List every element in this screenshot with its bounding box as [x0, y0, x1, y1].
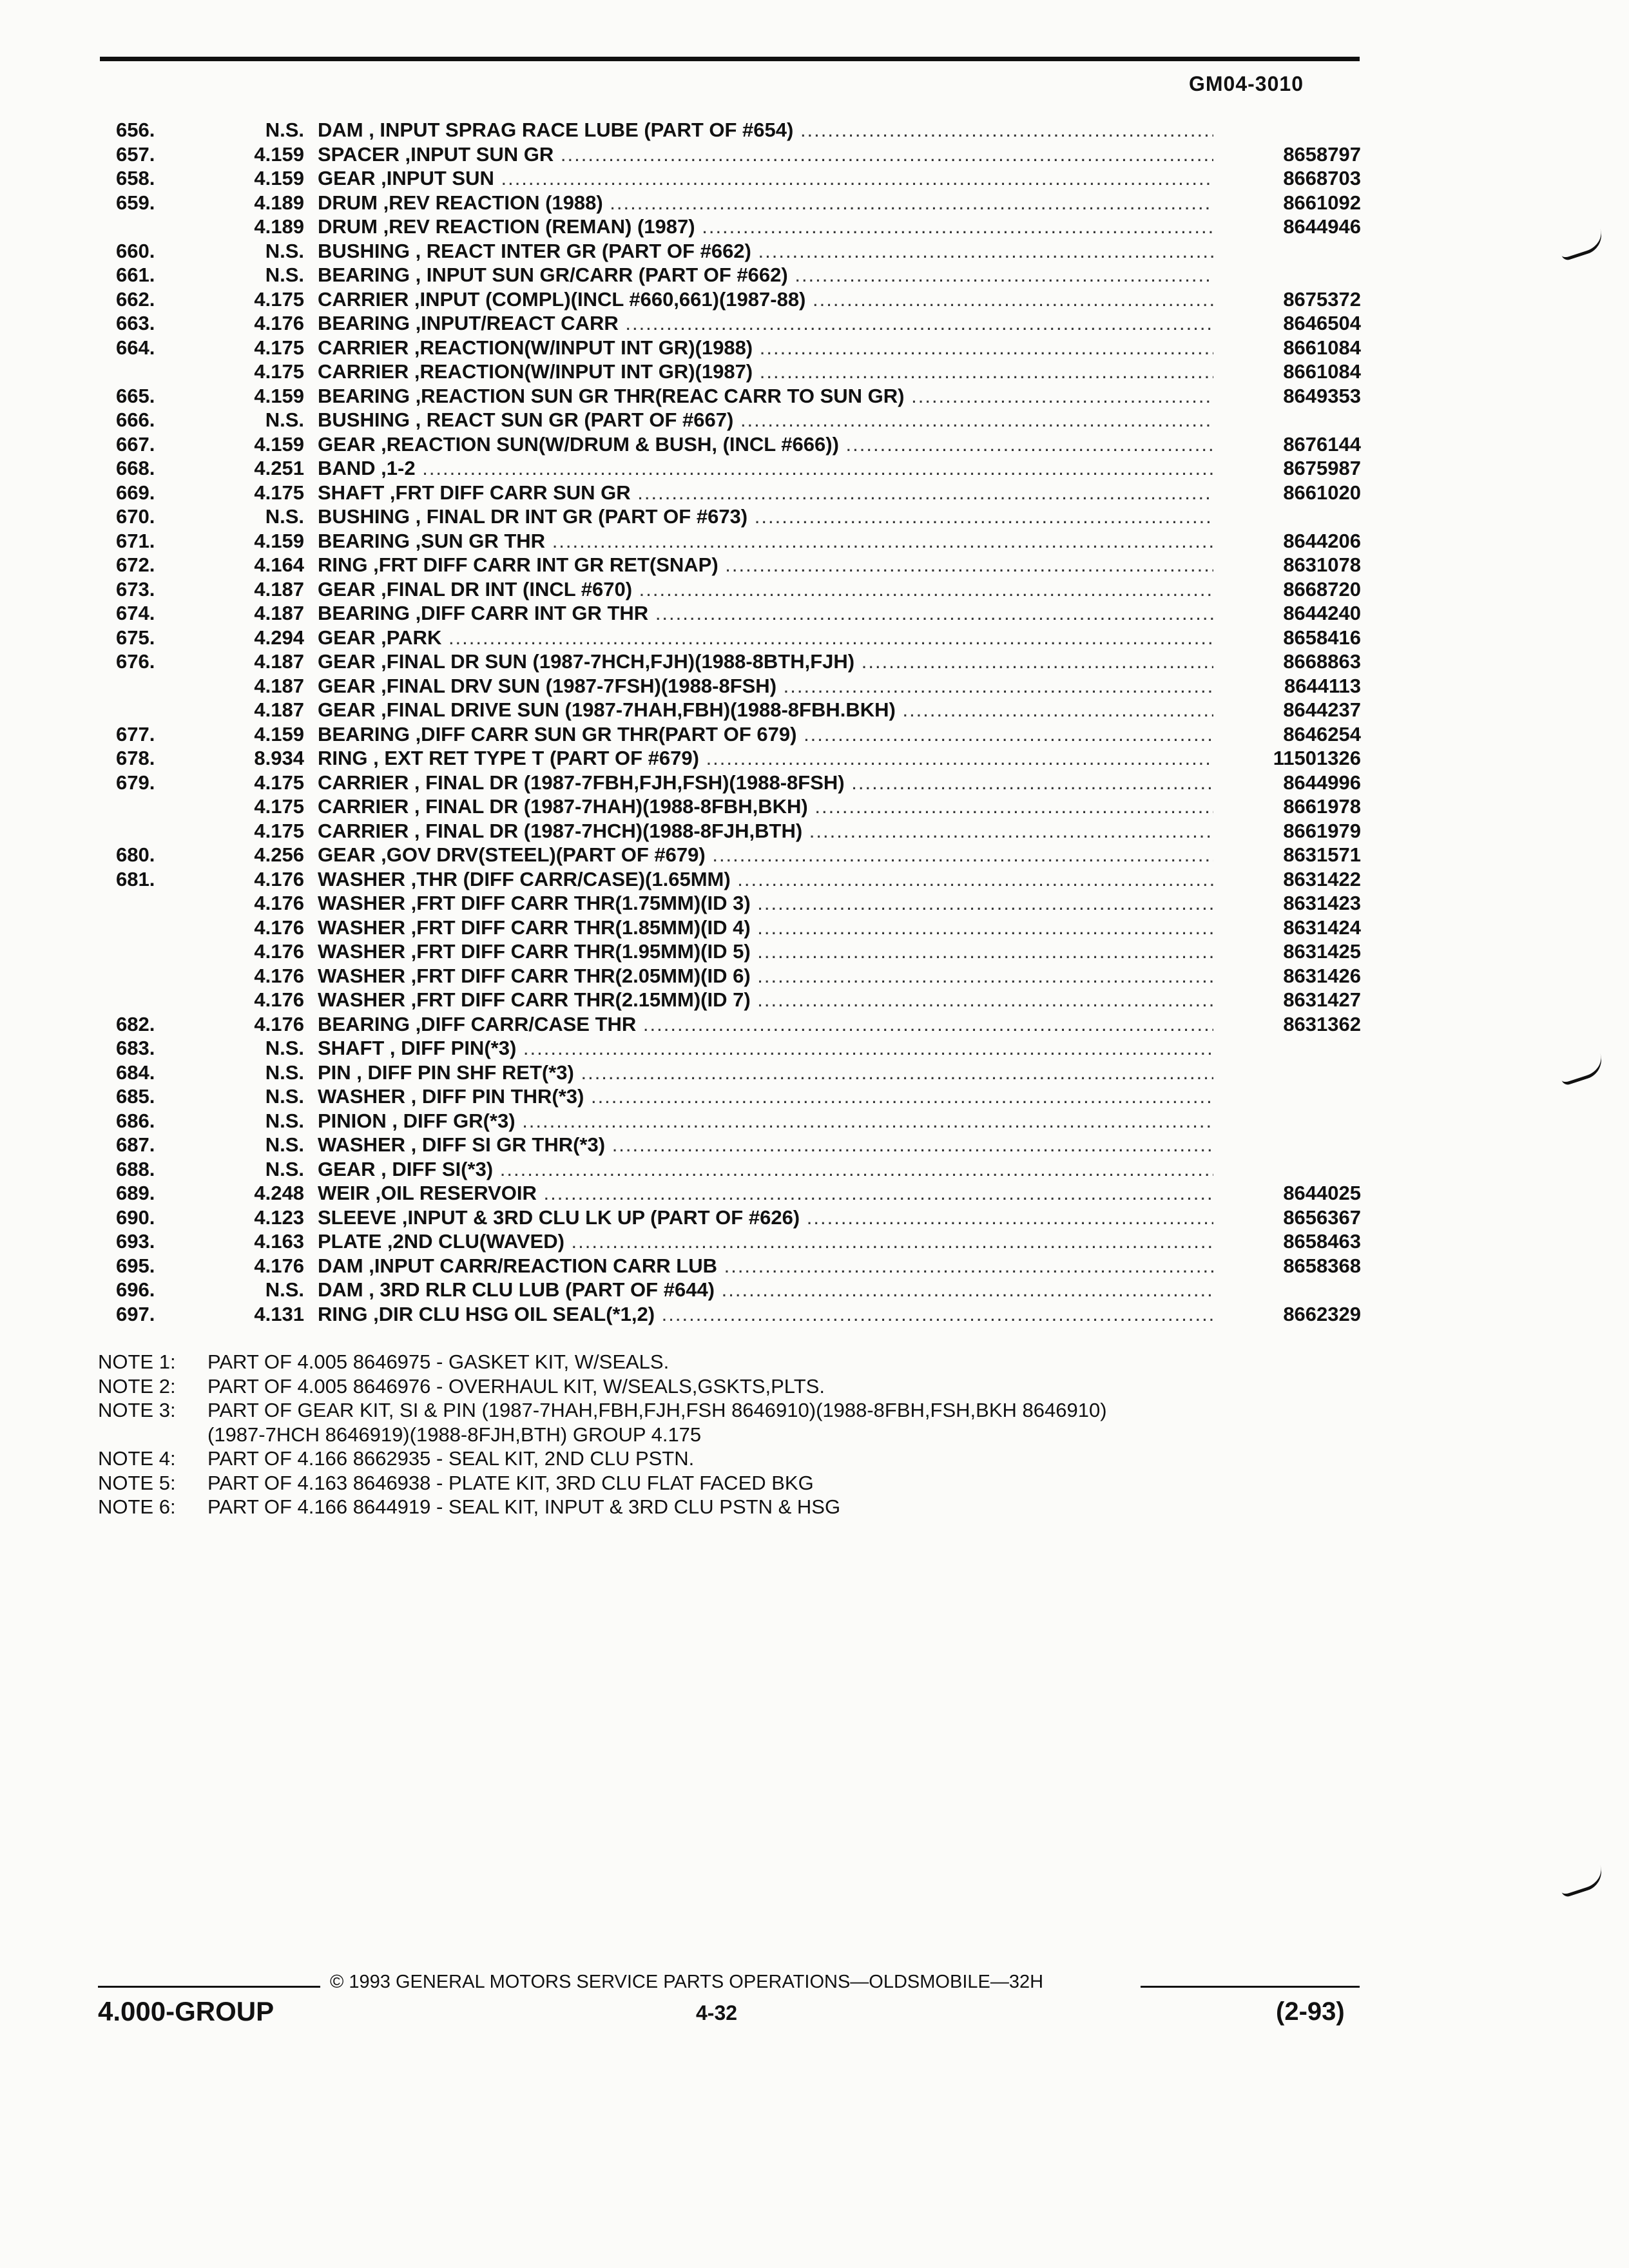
item-number: 663. [116, 312, 155, 334]
group-number: 4.256 [254, 843, 304, 866]
group-number: 4.175 [254, 771, 304, 794]
group-number: 4.189 [254, 215, 304, 238]
part-description: GEAR ,FINAL DRIVE SUN (1987-7HAH,FBH)(1988-8FBH.BKH) ..... [318, 699, 1213, 721]
part-number: 8646254 [1283, 722, 1361, 745]
notes-section [98, 1350, 1548, 1519]
parts-row [0, 674, 1629, 698]
group-number: 4.175 [254, 360, 304, 383]
part-description: WASHER ,FRT DIFF CARR THR(1.95MM)(ID 5) ..... [318, 941, 1213, 963]
part-number: 8668720 [1283, 577, 1361, 601]
part-description: DRUM ,REV REACTION (1988) ..... [318, 192, 1213, 214]
part-description: BEARING , INPUT SUN GR/CARR (PART OF #662) ..... [318, 264, 1213, 286]
parts-row [0, 529, 1629, 553]
group-number: 4.187 [254, 577, 304, 601]
item-number: 689. [116, 1182, 155, 1204]
part-number: 8658797 [1283, 142, 1361, 166]
item-number: 676. [116, 650, 155, 673]
part-number: 8644237 [1283, 698, 1361, 721]
part-description: BEARING ,REACTION SUN GR THR(REAC CARR TO SUN GR) ..... [318, 385, 1213, 407]
item-number: 687. [116, 1133, 155, 1156]
part-number: 8646504 [1283, 312, 1361, 334]
parts-row [0, 1012, 1629, 1037]
group-number: 4.176 [254, 892, 304, 914]
part-number: 8644025 [1283, 1182, 1361, 1204]
note [98, 1495, 1548, 1519]
group-number: 4.176 [254, 964, 304, 987]
group-number: N.S. [265, 1109, 304, 1132]
note-text: PART OF 4.005 8646975 - GASKET KIT, W/SEALS. [207, 1350, 670, 1373]
item-number: 657. [116, 142, 155, 166]
part-description: WASHER , DIFF PIN THR(*3) ..... [318, 1086, 1213, 1108]
part-description: WASHER ,FRT DIFF CARR THR(1.75MM)(ID 3) ..... [318, 892, 1213, 914]
part-description: PIN , DIFF PIN SHF RET(*3) ..... [318, 1062, 1213, 1084]
group-number: N.S. [265, 1157, 304, 1180]
part-description: DRUM ,REV REACTION (REMAN) (1987) ..... [318, 216, 1213, 238]
item-number: 684. [116, 1061, 155, 1084]
part-number: 8675987 [1283, 457, 1361, 479]
group-number: 4.189 [254, 191, 304, 214]
note-text: (1987-7HCH 8646919)(1988-8FJH,BTH) GROUP 4.175 [207, 1423, 702, 1446]
group-number: 4.159 [254, 384, 304, 407]
parts-list [0, 118, 1629, 1326]
parts-row [0, 384, 1629, 408]
note [98, 1423, 1548, 1447]
group-number: 4.176 [254, 1012, 304, 1035]
note [98, 1350, 1548, 1374]
group-number: 4.175 [254, 336, 304, 359]
part-description: CARRIER , FINAL DR (1987-7HCH)(1988-8FJH,BTH) ..... [318, 820, 1213, 842]
part-number: 8658416 [1283, 626, 1361, 649]
group-number: 4.164 [254, 553, 304, 576]
part-number: 8676144 [1283, 432, 1361, 456]
item-number: 671. [116, 529, 155, 552]
parts-row [0, 456, 1629, 481]
parts-row [0, 819, 1629, 843]
page-number: 4-32 [696, 2001, 738, 2024]
item-number: 685. [116, 1085, 155, 1108]
part-number: 8644113 [1284, 674, 1361, 697]
parts-row [0, 649, 1629, 674]
part-description: RING ,FRT DIFF CARR INT GR RET(SNAP) ..... [318, 554, 1213, 576]
part-number: 8656367 [1283, 1206, 1361, 1229]
footer-rule [98, 1986, 320, 1988]
parts-row [0, 505, 1629, 529]
part-description: BEARING ,SUN GR THR ..... [318, 530, 1213, 552]
group-number: 4.175 [254, 819, 304, 842]
parts-row [0, 336, 1629, 360]
item-number: 656. [116, 119, 155, 141]
parts-row [0, 1229, 1629, 1254]
parts-row [0, 1109, 1629, 1133]
part-number: 8644206 [1283, 529, 1361, 552]
group-number: 4.131 [254, 1302, 304, 1325]
group-number: N.S. [265, 119, 304, 141]
item-number: 659. [116, 191, 155, 214]
part-description: BEARING ,DIFF CARR INT GR THR ..... [318, 602, 1213, 624]
item-number: 667. [116, 432, 155, 456]
item-number: 673. [116, 577, 155, 601]
group-number: N.S. [265, 1085, 304, 1108]
part-number: 8658368 [1283, 1254, 1361, 1277]
part-description: BUSHING , REACT SUN GR (PART OF #667) ..... [318, 409, 1213, 431]
parts-row [0, 746, 1629, 771]
group-number: 4.187 [254, 674, 304, 697]
group-label: 4.000-GROUP [98, 1996, 275, 2026]
part-number: 8631424 [1283, 916, 1361, 939]
note [98, 1446, 1548, 1471]
parts-row [0, 626, 1629, 650]
parts-row [0, 553, 1629, 577]
parts-row [0, 964, 1629, 988]
part-description: WASHER , DIFF SI GR THR(*3) ..... [318, 1134, 1213, 1156]
parts-row [0, 118, 1629, 142]
part-description: DAM ,INPUT CARR/REACTION CARR LUB ..... [318, 1255, 1213, 1277]
parts-row [0, 432, 1629, 457]
part-description: BEARING ,DIFF CARR SUN GR THR(PART OF 679) ..... [318, 724, 1213, 745]
group-number: 4.176 [254, 312, 304, 334]
note-label: NOTE 2: [98, 1374, 176, 1398]
item-number: 683. [116, 1037, 155, 1059]
parts-row [0, 1157, 1629, 1182]
part-description: WASHER ,THR (DIFF CARR/CASE)(1.65MM) ..... [318, 869, 1213, 890]
group-number: 4.159 [254, 432, 304, 456]
part-description: BUSHING , REACT INTER GR (PART OF #662) ..... [318, 240, 1213, 262]
item-number: 677. [116, 722, 155, 745]
group-number: 4.175 [254, 795, 304, 818]
note-label: NOTE 6: [98, 1495, 176, 1518]
part-number: 8631423 [1283, 892, 1361, 914]
note [98, 1374, 1548, 1399]
parts-row [0, 142, 1629, 167]
part-number: 8658463 [1283, 1230, 1361, 1253]
parts-row [0, 771, 1629, 795]
item-number: 690. [116, 1206, 155, 1229]
parts-row [0, 843, 1629, 867]
part-description: WASHER ,FRT DIFF CARR THR(2.15MM)(ID 7) ..... [318, 989, 1213, 1011]
item-number: 688. [116, 1157, 155, 1180]
part-number: 8661084 [1283, 360, 1361, 383]
part-description: WASHER ,FRT DIFF CARR THR(1.85MM)(ID 4) ..... [318, 917, 1213, 939]
parts-row [0, 191, 1629, 215]
group-number: 4.176 [254, 916, 304, 939]
part-description: GEAR ,PARK ..... [318, 627, 1213, 649]
item-number: 675. [116, 626, 155, 649]
part-number: 8631362 [1283, 1012, 1361, 1035]
part-number: 8661092 [1283, 191, 1361, 214]
parts-row [0, 577, 1629, 602]
parts-row [0, 891, 1629, 916]
group-number: 4.159 [254, 142, 304, 166]
parts-row [0, 794, 1629, 819]
part-description: GEAR ,FINAL DR SUN (1987-7HCH,FJH)(1988-8BTH,FJH) ..... [318, 651, 1213, 673]
note-label: NOTE 1: [98, 1350, 176, 1373]
item-number: 681. [116, 867, 155, 890]
parts-row [0, 601, 1629, 626]
group-number: 4.175 [254, 481, 304, 504]
group-number: N.S. [265, 1061, 304, 1084]
group-number: 4.159 [254, 722, 304, 745]
part-description: BEARING ,DIFF CARR/CASE THR ..... [318, 1014, 1213, 1035]
parts-row [0, 939, 1629, 964]
parts-row [0, 867, 1629, 892]
parts-row [0, 1036, 1629, 1061]
item-number: 664. [116, 336, 155, 359]
item-number: 695. [116, 1254, 155, 1277]
note [98, 1398, 1548, 1423]
group-number: 8.934 [254, 747, 304, 769]
part-description: BUSHING , FINAL DR INT GR (PART OF #673) ..... [318, 506, 1213, 528]
part-description: GEAR ,FINAL DR INT (INCL #670) ..... [318, 579, 1213, 601]
part-description: PINION , DIFF GR(*3) ..... [318, 1110, 1213, 1132]
binder-hole-mark [1557, 1865, 1606, 1898]
parts-row [0, 988, 1629, 1012]
parts-row [0, 1278, 1629, 1302]
group-number: 4.176 [254, 1254, 304, 1277]
parts-row [0, 239, 1629, 264]
item-number: 693. [116, 1230, 155, 1253]
note [98, 1471, 1548, 1495]
parts-row [0, 287, 1629, 312]
group-number: 4.159 [254, 167, 304, 189]
part-description: WEIR ,OIL RESERVOIR ..... [318, 1182, 1213, 1204]
copyright-text: © 1993 GENERAL MOTORS SERVICE PARTS OPERATIONS—OLDSMOBILE—32H [330, 1972, 1044, 1992]
parts-row [0, 916, 1629, 940]
item-number: 670. [116, 505, 155, 528]
group-number: 4.176 [254, 940, 304, 963]
group-number: 4.123 [254, 1206, 304, 1229]
part-number: 8631571 [1283, 843, 1361, 866]
note-text: PART OF 4.166 8644919 - SEAL KIT, INPUT & 3RD CLU PSTN & HSG [207, 1495, 841, 1518]
parts-row [0, 1133, 1629, 1157]
group-number: 4.187 [254, 698, 304, 721]
part-number: 8661979 [1283, 819, 1361, 842]
part-description: RING , EXT RET TYPE T (PART OF #679) ..... [318, 747, 1213, 769]
group-number: 4.176 [254, 867, 304, 890]
part-number: 8661084 [1283, 336, 1361, 359]
top-rule [100, 57, 1360, 61]
item-number: 679. [116, 771, 155, 794]
group-number: N.S. [265, 1133, 304, 1156]
note-text: PART OF 4.005 8646976 - OVERHAUL KIT, W/SEALS,GSKTS,PLTS. [207, 1374, 825, 1398]
group-number: N.S. [265, 408, 304, 431]
note-text: PART OF GEAR KIT, SI & PIN (1987-7HAH,FBH,FJH,FSH 8646910)(1988-8FBH,FSH,BKH 8646910) [207, 1399, 1107, 1421]
part-description: GEAR ,FINAL DRV SUN (1987-7FSH)(1988-8FSH) ..... [318, 675, 1213, 697]
item-number: 682. [116, 1012, 155, 1035]
part-number: 8661020 [1283, 481, 1361, 504]
item-number: 697. [116, 1302, 155, 1325]
group-number: N.S. [265, 1037, 304, 1059]
part-description: SPACER ,INPUT SUN GR ..... [318, 144, 1213, 166]
parts-row [0, 1061, 1629, 1085]
group-number: N.S. [265, 505, 304, 528]
part-description: PLATE ,2ND CLU(WAVED) ..... [318, 1231, 1213, 1253]
group-number: N.S. [265, 1278, 304, 1301]
part-description: CARRIER , FINAL DR (1987-7FBH,FJH,FSH)(1988-8FSH) ..... [318, 772, 1213, 794]
item-number: 696. [116, 1278, 155, 1301]
group-number: N.S. [265, 239, 304, 262]
note-label: NOTE 4: [98, 1447, 176, 1470]
item-number: 672. [116, 553, 155, 576]
part-description: CARRIER ,REACTION(W/INPUT INT GR)(1988) ..... [318, 337, 1213, 359]
item-number: 662. [116, 287, 155, 311]
item-number: 674. [116, 602, 155, 624]
group-number: 4.159 [254, 529, 304, 552]
note-text: PART OF 4.163 8646938 - PLATE KIT, 3RD CLU FLAT FACED BKG [207, 1471, 814, 1494]
group-number: 4.175 [254, 287, 304, 311]
group-number: 4.176 [254, 988, 304, 1011]
part-number: 8644946 [1283, 215, 1361, 238]
part-number: 8631078 [1283, 553, 1361, 576]
group-number: 4.163 [254, 1230, 304, 1253]
parts-row [0, 166, 1629, 191]
parts-row [0, 360, 1629, 384]
part-description: SHAFT , DIFF PIN(*3) ..... [318, 1037, 1213, 1059]
item-number: 660. [116, 239, 155, 262]
part-description: GEAR ,REACTION SUN(W/DRUM & BUSH, (INCL #666)) ..... [318, 434, 1213, 456]
parts-row [0, 408, 1629, 432]
group-number: 4.187 [254, 602, 304, 624]
part-number: 8631427 [1283, 988, 1361, 1011]
part-description: GEAR , DIFF SI(*3) ..... [318, 1158, 1213, 1180]
parts-row [0, 722, 1629, 747]
item-number: 665. [116, 384, 155, 407]
group-number: 4.251 [254, 457, 304, 479]
group-number: 4.294 [254, 626, 304, 649]
part-number: 11501326 [1273, 747, 1361, 769]
item-number: 686. [116, 1109, 155, 1132]
date-code: (2-93) [1276, 1997, 1345, 2026]
group-number: 4.187 [254, 650, 304, 673]
document-id: GM04-3010 [1189, 72, 1304, 95]
parts-row [0, 1302, 1629, 1327]
note-label: NOTE 5: [98, 1471, 176, 1494]
group-number: 4.248 [254, 1182, 304, 1204]
part-description: CARRIER ,INPUT (COMPL)(INCL #660,661)(1987-88) ..... [318, 289, 1213, 311]
parts-row [0, 1084, 1629, 1109]
part-number: 8661978 [1283, 795, 1361, 818]
footer-rule [1141, 1986, 1360, 1988]
part-description: SHAFT ,FRT DIFF CARR SUN GR ..... [318, 482, 1213, 504]
item-number: 680. [116, 843, 155, 866]
part-description: GEAR ,GOV DRV(STEEL)(PART OF #679) ..... [318, 844, 1213, 866]
part-number: 8631426 [1283, 964, 1361, 987]
part-description: CARRIER , FINAL DR (1987-7HAH)(1988-8FBH,BKH) ..... [318, 796, 1213, 818]
item-number: 666. [116, 408, 155, 431]
note-label: NOTE 3: [98, 1399, 176, 1421]
part-description: SLEEVE ,INPUT & 3RD CLU LK UP (PART OF #626) ..... [318, 1207, 1213, 1229]
part-number: 8649353 [1283, 384, 1361, 407]
parts-row [0, 1206, 1629, 1230]
part-description: BEARING ,INPUT/REACT CARR ..... [318, 312, 1213, 334]
parts-row [0, 1254, 1629, 1278]
parts-row [0, 1181, 1629, 1206]
part-description: RING ,DIR CLU HSG OIL SEAL(*1,2) ..... [318, 1303, 1213, 1325]
part-number: 8675372 [1283, 287, 1361, 311]
part-description: BAND ,1-2 ..... [318, 457, 1213, 479]
part-description: DAM , 3RD RLR CLU LUB (PART OF #644) ..... [318, 1279, 1213, 1301]
item-number: 668. [116, 457, 155, 479]
part-number: 8631425 [1283, 940, 1361, 963]
item-number: 658. [116, 167, 155, 189]
part-number: 8631422 [1283, 867, 1361, 890]
part-number: 8644240 [1283, 602, 1361, 624]
part-number: 8662329 [1283, 1302, 1361, 1325]
part-number: 8644996 [1283, 771, 1361, 794]
part-description: WASHER ,FRT DIFF CARR THR(2.05MM)(ID 6) ..... [318, 965, 1213, 987]
note-text: PART OF 4.166 8662935 - SEAL KIT, 2ND CLU PSTN. [207, 1447, 695, 1470]
item-number: 678. [116, 747, 155, 769]
group-number: N.S. [265, 264, 304, 286]
parts-row [0, 311, 1629, 336]
part-description: DAM , INPUT SPRAG RACE LUBE (PART OF #654) ..... [318, 119, 1213, 141]
part-description: GEAR ,INPUT SUN ..... [318, 168, 1213, 189]
part-number: 8668863 [1283, 650, 1361, 673]
item-number: 669. [116, 481, 155, 504]
parts-row [0, 263, 1629, 287]
parts-row [0, 215, 1629, 239]
part-number: 8668703 [1283, 167, 1361, 189]
parts-row [0, 698, 1629, 722]
item-number: 661. [116, 264, 155, 286]
part-description: CARRIER ,REACTION(W/INPUT INT GR)(1987) ..... [318, 361, 1213, 383]
parts-row [0, 481, 1629, 505]
